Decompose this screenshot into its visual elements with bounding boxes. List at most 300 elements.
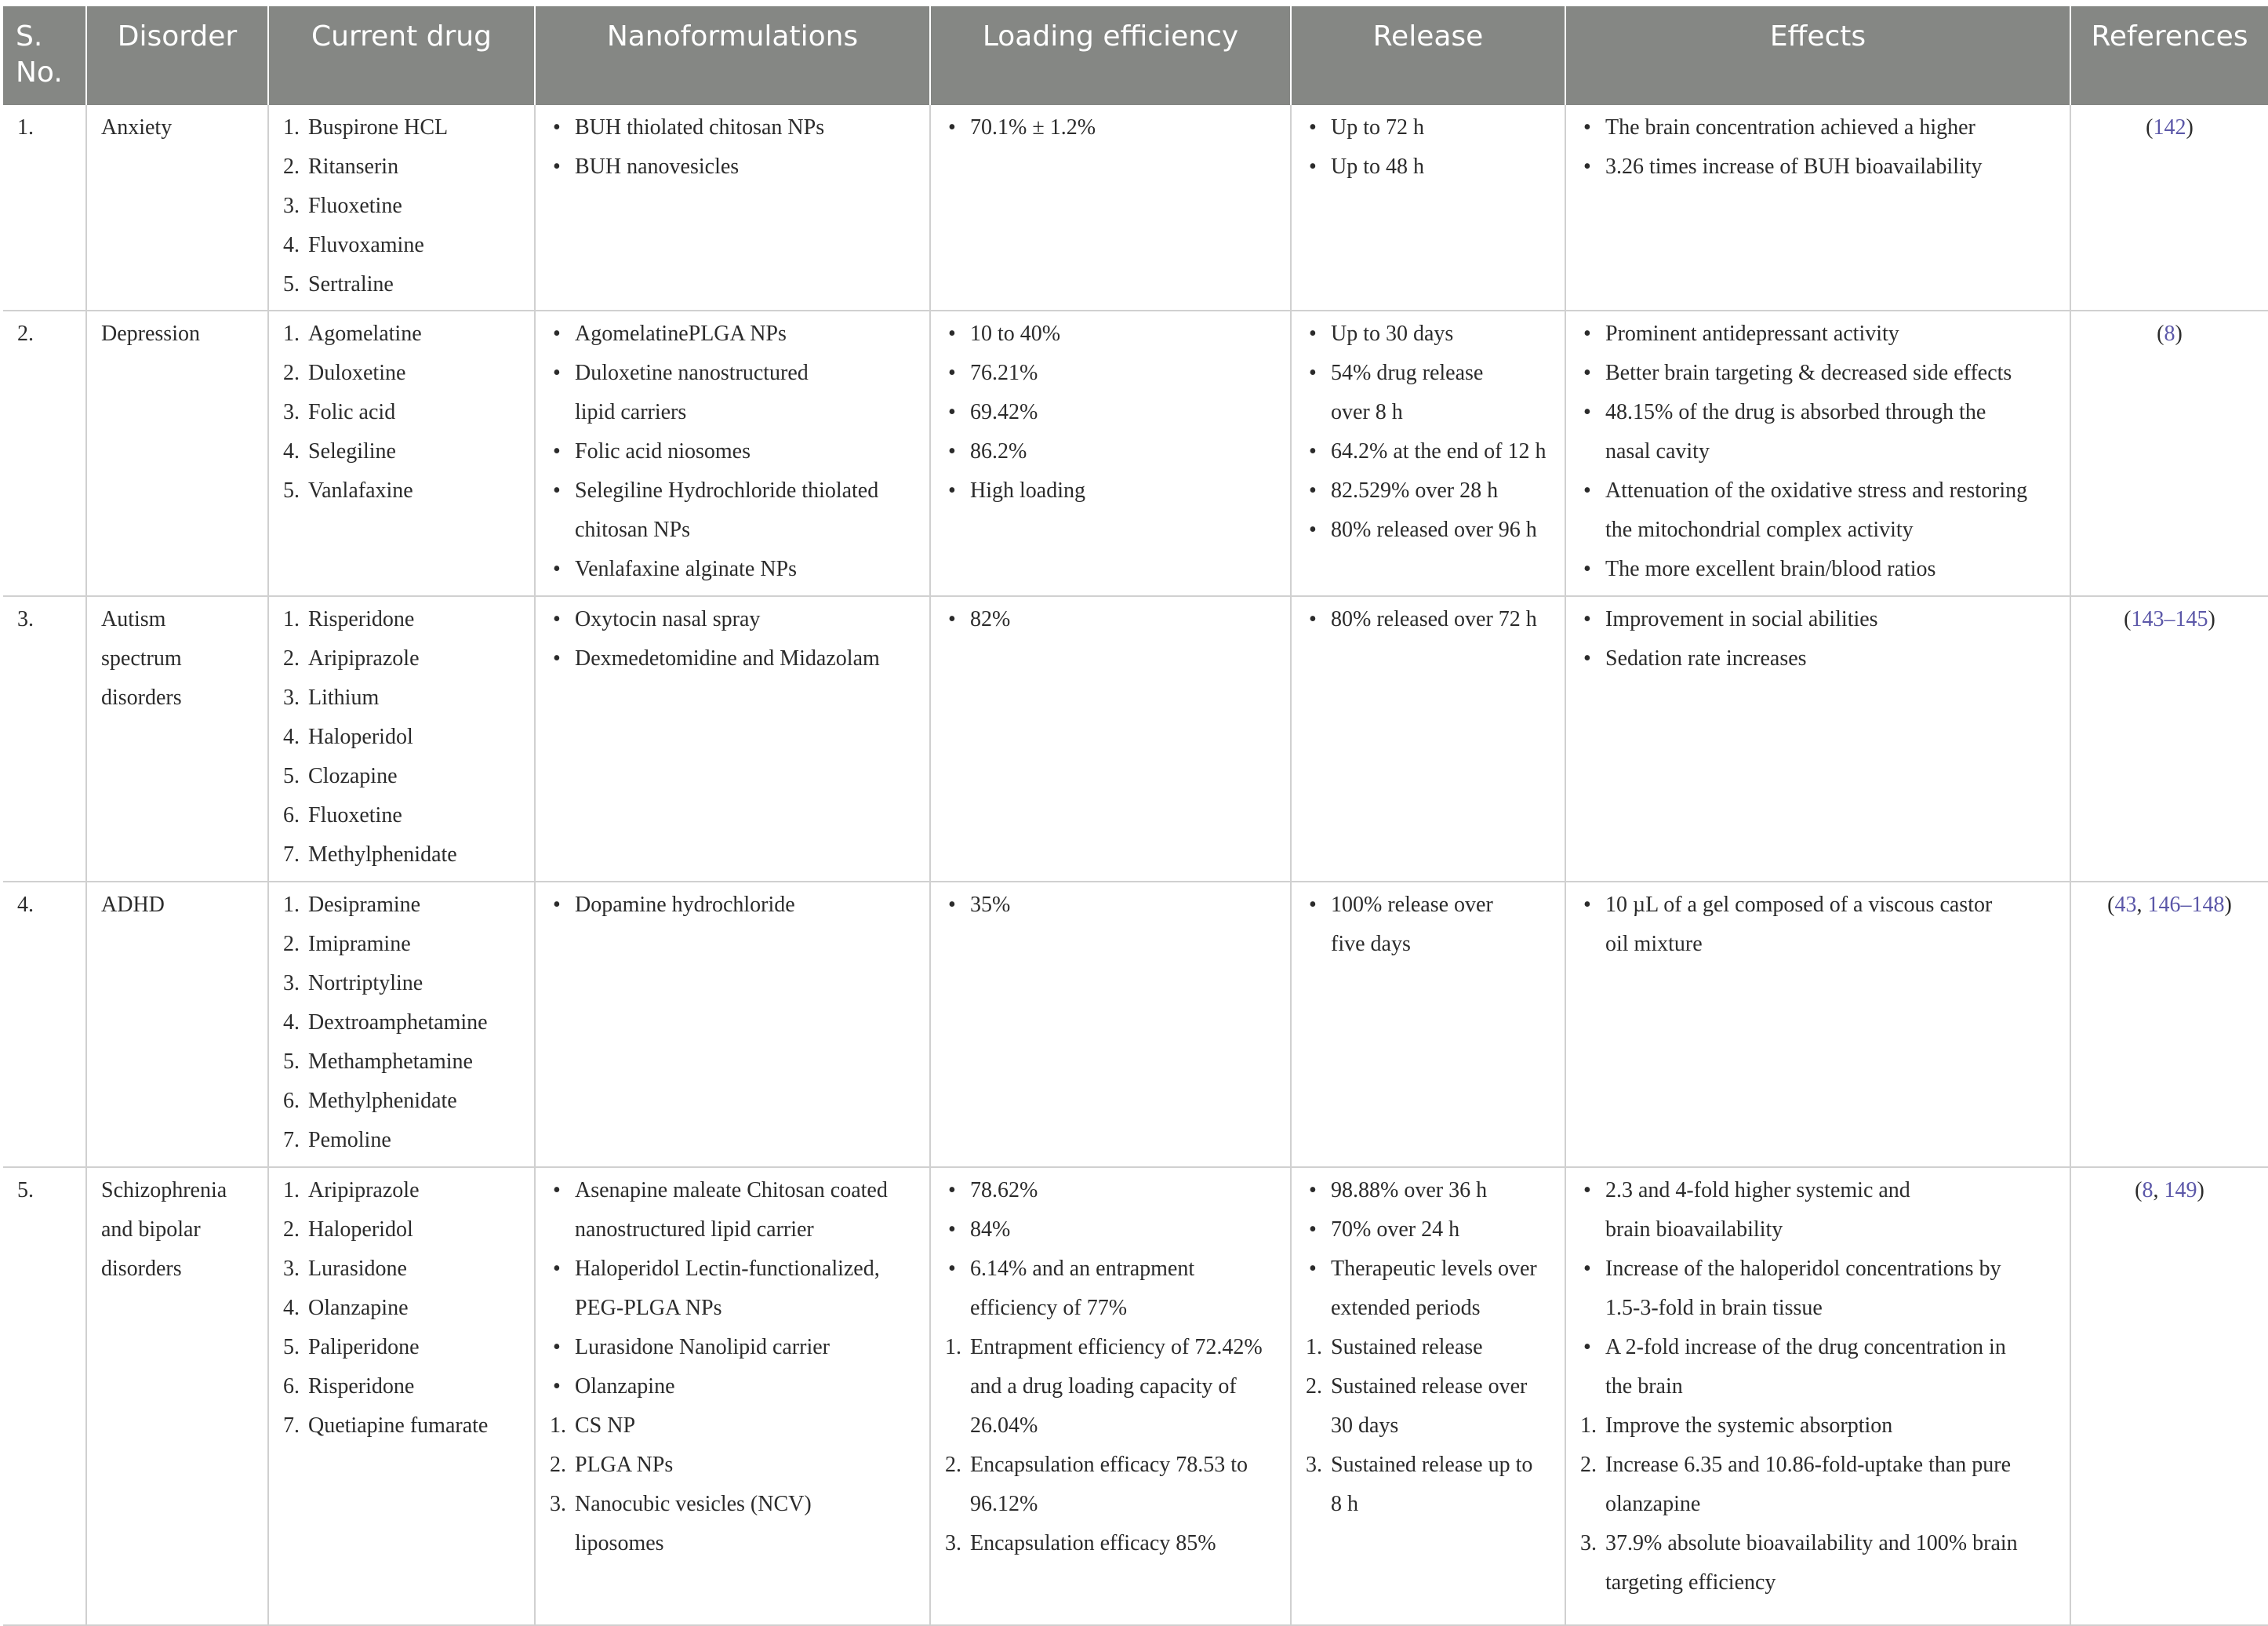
table-row <box>3 596 2268 882</box>
loading-list <box>945 108 1279 147</box>
item-text-line: PLGA NPs <box>575 1453 674 1477</box>
cell-loading-efficiency <box>930 105 1291 311</box>
item-text-line: Lurasidone Nanolipid carrier <box>575 1335 830 1359</box>
drug-name: Haloperidol <box>308 1217 413 1242</box>
release-item <box>1306 354 1554 432</box>
disorder-line: and bipolar <box>101 1217 201 1242</box>
item-text-line: 84% <box>970 1217 1011 1242</box>
cell-disorder: ADHD <box>86 882 268 1167</box>
disorder-line: Autism <box>101 607 166 631</box>
cell-references: (142) <box>2070 105 2268 311</box>
item-text-line: A 2-fold increase of the drug concentration in <box>1605 1335 2006 1359</box>
drug-item <box>283 639 523 678</box>
item-text-line: 1.5-3-fold in brain tissue <box>1605 1296 1823 1320</box>
drug-item <box>283 1082 523 1121</box>
effect-item <box>1580 354 2059 393</box>
drug-item <box>283 226 523 265</box>
item-text-line: 3.26 times increase of BUH bioavailability <box>1605 155 1983 179</box>
nano-item <box>550 1328 918 1367</box>
item-text-line: Selegiline Hydrochloride thiolated <box>575 478 879 503</box>
item-text-line: liposomes <box>575 1531 664 1555</box>
cell-sno: 4. <box>3 882 86 1167</box>
loading-item <box>945 471 1279 511</box>
nano-list <box>550 600 918 678</box>
item-number: 1. <box>283 607 300 631</box>
nano-item <box>550 1485 918 1563</box>
item-number: 3. <box>283 971 300 995</box>
nano-item <box>550 600 918 639</box>
loading-item <box>945 108 1279 147</box>
item-number: 2. <box>283 1217 300 1242</box>
item-text-line: Up to 30 days <box>1331 322 1454 346</box>
drug-item <box>283 315 523 354</box>
effect-item <box>1580 1250 2059 1328</box>
item-text-line: chitosan NPs <box>575 518 690 542</box>
item-number: 1. <box>283 115 300 140</box>
header-sno-part: No. <box>16 56 63 89</box>
nano-item <box>550 108 918 147</box>
release-list <box>1306 108 1554 187</box>
item-number: 3. <box>1580 1531 1597 1555</box>
item-text-line: Increase of the haloperidol concentrations by <box>1605 1257 2001 1281</box>
item-text-line: 70% over 24 h <box>1331 1217 1460 1242</box>
item-number: 3. <box>283 400 300 424</box>
release-item <box>1306 108 1554 147</box>
drug-name: Desipramine <box>308 893 421 917</box>
item-text-line: Asenapine maleate Chitosan coated <box>575 1178 888 1202</box>
drug-item <box>283 1121 523 1160</box>
item-number: 1. <box>283 322 300 346</box>
drug-item <box>283 1042 523 1082</box>
release-list <box>1306 1171 1554 1524</box>
header-row <box>3 6 2268 105</box>
nano-item <box>550 432 918 471</box>
reference-link[interactable]: 146–148 <box>2147 893 2225 917</box>
drug-item <box>283 1003 523 1042</box>
item-text-line: 98.88% over 36 h <box>1331 1178 1488 1202</box>
item-text-line: 30 days <box>1331 1413 1399 1438</box>
item-number: 2. <box>550 1453 566 1477</box>
loading-item <box>945 1210 1279 1250</box>
loading-list <box>945 315 1279 511</box>
item-number: 2. <box>1306 1374 1322 1399</box>
cell-disorder: Anxiety <box>86 105 268 311</box>
item-number: 3. <box>283 686 300 710</box>
item-text-line: nasal cavity <box>1605 439 1710 464</box>
header-effects: Effects <box>1565 6 2070 105</box>
cell-release <box>1291 105 1565 311</box>
drug-name: Clozapine <box>308 764 398 788</box>
item-text-line: CS NP <box>575 1413 636 1438</box>
item-text-line: Improve the systemic absorption <box>1605 1413 1893 1438</box>
cell-current-drug <box>268 1167 535 1625</box>
drug-list <box>283 886 523 1160</box>
header-references: References <box>2070 6 2268 105</box>
reference-link[interactable]: 43 <box>2114 893 2137 917</box>
item-number: 4. <box>283 725 300 749</box>
cell-disorder <box>86 1167 268 1625</box>
cell-references: (8) <box>2070 311 2268 596</box>
nano-item <box>550 471 918 550</box>
item-number: 7. <box>283 1413 300 1438</box>
item-text-line: Folic acid niosomes <box>575 439 751 464</box>
drug-nanoformulation-table <box>3 6 2268 1626</box>
item-text-line: Encapsulation efficacy 85% <box>970 1531 1216 1555</box>
item-text-line: Sedation rate increases <box>1605 646 1807 671</box>
effect-item <box>1580 1524 2059 1602</box>
cell-current-drug <box>268 596 535 882</box>
table-row <box>3 105 2268 311</box>
release-list <box>1306 600 1554 639</box>
item-number: 1. <box>1306 1335 1322 1359</box>
drug-item <box>283 1250 523 1289</box>
item-number: 7. <box>283 842 300 867</box>
item-text-line: targeting efficiency <box>1605 1570 1776 1595</box>
drug-name: Agomelatine <box>308 322 422 346</box>
cell-effects <box>1565 596 2070 882</box>
effect-item <box>1580 315 2059 354</box>
item-number: 2. <box>283 646 300 671</box>
item-text-line: Oxytocin nasal spray <box>575 607 761 631</box>
reference-link[interactable]: 8 <box>2142 1178 2154 1202</box>
cell-loading-efficiency <box>930 596 1291 882</box>
item-number: 5. <box>283 1335 300 1359</box>
item-text-line: nanostructured lipid carrier <box>575 1217 814 1242</box>
release-item <box>1306 1210 1554 1250</box>
drug-name: Risperidone <box>308 1374 415 1399</box>
disorder-line: Schizophrenia <box>101 1178 227 1202</box>
table-row <box>3 311 2268 596</box>
drug-name: Methylphenidate <box>308 842 457 867</box>
item-number: 4. <box>283 233 300 257</box>
effect-item <box>1580 1171 2059 1250</box>
release-item <box>1306 511 1554 550</box>
release-item <box>1306 600 1554 639</box>
cell-disorder <box>86 596 268 882</box>
item-text-line: The brain concentration achieved a higher <box>1605 115 1975 140</box>
item-text-line: 82.529% over 28 h <box>1331 478 1499 503</box>
item-number: 4. <box>283 1296 300 1320</box>
drug-item <box>283 354 523 393</box>
item-number: 1. <box>1580 1413 1597 1438</box>
nano-item <box>550 1367 918 1406</box>
item-text-line: Up to 72 h <box>1331 115 1424 140</box>
effect-list <box>1580 108 2059 187</box>
drug-item <box>283 678 523 718</box>
item-text-line: 100% release over <box>1331 893 1493 917</box>
drug-name: Risperidone <box>308 607 415 631</box>
reference-separator: , <box>2153 1178 2164 1202</box>
item-text-line: Up to 48 h <box>1331 155 1424 179</box>
drug-item <box>283 600 523 639</box>
loading-list <box>945 600 1279 639</box>
item-number: 3. <box>1306 1453 1322 1477</box>
item-text-line: Therapeutic levels over <box>1331 1257 1537 1281</box>
cell-current-drug <box>268 311 535 596</box>
item-text-line: efficiency of 77% <box>970 1296 1128 1320</box>
drug-item <box>283 1210 523 1250</box>
disorder-line: spectrum <box>101 646 182 671</box>
item-number: 6. <box>283 803 300 828</box>
effect-list <box>1580 1171 2059 1602</box>
drug-name: Fluvoxamine <box>308 233 424 257</box>
drug-item <box>283 393 523 432</box>
loading-list <box>945 1171 1279 1563</box>
loading-item <box>945 1446 1279 1524</box>
item-text-line: 6.14% and an entrapment <box>970 1257 1195 1281</box>
header-nanoformulations: Nanoformulations <box>535 6 930 105</box>
loading-item <box>945 1250 1279 1328</box>
drug-list <box>283 108 523 304</box>
drug-item <box>283 1289 523 1328</box>
item-number: 3. <box>283 1257 300 1281</box>
cell-loading-efficiency <box>930 1167 1291 1625</box>
cell-release <box>1291 596 1565 882</box>
drug-name: Buspirone HCL <box>308 115 449 140</box>
cell-release <box>1291 311 1565 596</box>
item-text-line: oil mixture <box>1605 932 1703 956</box>
item-number: 5. <box>283 478 300 503</box>
item-number: 5. <box>283 764 300 788</box>
release-item <box>1306 1328 1554 1367</box>
item-number: 1. <box>550 1413 566 1438</box>
item-text-line: Dexmedetomidine and Midazolam <box>575 646 880 671</box>
release-item <box>1306 886 1554 964</box>
item-number: 3. <box>550 1492 566 1516</box>
table-row <box>3 1167 2268 1625</box>
item-number: 2. <box>1580 1453 1597 1477</box>
item-text-line: 80% released over 96 h <box>1331 518 1537 542</box>
release-item <box>1306 1367 1554 1446</box>
loading-item <box>945 393 1279 432</box>
item-text-line: Dopamine hydrochloride <box>575 893 795 917</box>
release-item <box>1306 147 1554 187</box>
item-number: 7. <box>283 1128 300 1152</box>
item-text-line: Sustained release over <box>1331 1374 1528 1399</box>
drug-list <box>283 315 523 511</box>
effect-item <box>1580 886 2059 964</box>
item-text-line: 76.21% <box>970 361 1038 385</box>
item-text-line: 26.04% <box>970 1413 1038 1438</box>
drug-name: Imipramine <box>308 932 411 956</box>
header-loading-efficiency: Loading efficiency <box>930 6 1291 105</box>
cell-sno: 5. <box>3 1167 86 1625</box>
item-text-line: lipid carriers <box>575 400 687 424</box>
drug-name: Folic acid <box>308 400 396 424</box>
item-text-line: olanzapine <box>1605 1492 1701 1516</box>
item-text-line: Sustained release <box>1331 1335 1483 1359</box>
drug-item <box>283 757 523 796</box>
loading-item <box>945 600 1279 639</box>
item-text-line: Encapsulation efficacy 78.53 to <box>970 1453 1248 1477</box>
drug-name: Lurasidone <box>308 1257 407 1281</box>
item-text-line: the mitochondrial complex activity <box>1605 518 1914 542</box>
item-number: 5. <box>283 272 300 296</box>
release-item <box>1306 471 1554 511</box>
item-text-line: Increase 6.35 and 10.86-fold-uptake than pure <box>1605 1453 2012 1477</box>
cell-current-drug <box>268 105 535 311</box>
item-text-line: 64.2% at the end of 12 h <box>1331 439 1547 464</box>
header-sno-part: S. <box>16 20 43 53</box>
cell-effects <box>1565 105 2070 311</box>
loading-item <box>945 432 1279 471</box>
item-text-line: 35% <box>970 893 1011 917</box>
item-number: 4. <box>283 1010 300 1035</box>
item-text-line: Olanzapine <box>575 1374 675 1399</box>
reference-link[interactable]: 142 <box>2153 115 2186 140</box>
effect-item <box>1580 1446 2059 1524</box>
item-text-line: 80% released over 72 h <box>1331 607 1537 631</box>
effect-item <box>1580 1328 2059 1406</box>
nano-item <box>550 354 918 432</box>
item-text-line: BUH nanovesicles <box>575 155 740 179</box>
item-text-line: brain bioavailability <box>1605 1217 1783 1242</box>
cell-sno: 1. <box>3 105 86 311</box>
item-number: 6. <box>283 1089 300 1113</box>
header-sno <box>3 6 86 105</box>
drug-item <box>283 1367 523 1406</box>
drug-item <box>283 1328 523 1367</box>
loading-item <box>945 1524 1279 1563</box>
drug-name: Fluoxetine <box>308 803 402 828</box>
drug-item <box>283 108 523 147</box>
cell-effects <box>1565 311 2070 596</box>
drug-name: Fluoxetine <box>308 194 402 218</box>
item-text-line: 10 to 40% <box>970 322 1061 346</box>
loading-item <box>945 886 1279 925</box>
item-number: 2. <box>945 1453 961 1477</box>
cell-release <box>1291 1167 1565 1625</box>
release-item <box>1306 1446 1554 1524</box>
item-text-line: Haloperidol Lectin-functionalized, <box>575 1257 880 1281</box>
item-text-line: Duloxetine nanostructured <box>575 361 809 385</box>
reference-link[interactable]: 8 <box>2164 322 2175 346</box>
cell-nanoformulations <box>535 1167 930 1625</box>
item-text-line: The more excellent brain/blood ratios <box>1605 557 1936 581</box>
item-text-line: 82% <box>970 607 1011 631</box>
item-text-line: 8 h <box>1331 1492 1358 1516</box>
drug-item <box>283 835 523 875</box>
cell-nanoformulations <box>535 105 930 311</box>
loading-list <box>945 886 1279 925</box>
cell-sno: 3. <box>3 596 86 882</box>
drug-name: Aripiprazole <box>308 1178 420 1202</box>
item-text-line: 70.1% ± 1.2% <box>970 115 1096 140</box>
item-text-line: BUH thiolated chitosan NPs <box>575 115 825 140</box>
drug-name: Quetiapine fumarate <box>308 1413 489 1438</box>
item-text-line: Sustained release up to <box>1331 1453 1533 1477</box>
nano-list <box>550 1171 918 1563</box>
drug-item <box>283 925 523 964</box>
nano-list <box>550 315 918 589</box>
effect-item <box>1580 550 2059 589</box>
drug-item <box>283 187 523 226</box>
header-current-drug: Current drug <box>268 6 535 105</box>
item-text-line: Nanocubic vesicles (NCV) <box>575 1492 812 1516</box>
release-list <box>1306 315 1554 550</box>
cell-effects <box>1565 1167 2070 1625</box>
reference-link[interactable]: 143–145 <box>2131 607 2208 631</box>
nano-item <box>550 315 918 354</box>
header-disorder: Disorder <box>86 6 268 105</box>
reference-link[interactable]: 149 <box>2164 1178 2197 1202</box>
drug-list <box>283 1171 523 1446</box>
effect-item <box>1580 108 2059 147</box>
disorder-line: disorders <box>101 1257 182 1281</box>
nano-list <box>550 108 918 187</box>
effect-item <box>1580 639 2059 678</box>
effect-item <box>1580 600 2059 639</box>
item-text-line: 86.2% <box>970 439 1027 464</box>
cell-release <box>1291 882 1565 1167</box>
release-item <box>1306 1250 1554 1328</box>
drug-item <box>283 147 523 187</box>
release-item <box>1306 315 1554 354</box>
drug-name: Aripiprazole <box>308 646 420 671</box>
cell-effects <box>1565 882 2070 1167</box>
cell-disorder: Depression <box>86 311 268 596</box>
item-text-line: Venlafaxine alginate NPs <box>575 557 798 581</box>
item-number: 2. <box>283 361 300 385</box>
drug-item <box>283 964 523 1003</box>
effect-item <box>1580 147 2059 187</box>
release-list <box>1306 886 1554 964</box>
item-text-line: the brain <box>1605 1374 1683 1399</box>
cell-loading-efficiency <box>930 882 1291 1167</box>
nano-item <box>550 886 918 925</box>
effect-item <box>1580 393 2059 471</box>
loading-item <box>945 1328 1279 1446</box>
drug-item <box>283 265 523 304</box>
drug-name: Haloperidol <box>308 725 413 749</box>
item-text-line: 69.42% <box>970 400 1038 424</box>
drug-item <box>283 1171 523 1210</box>
item-text-line: extended periods <box>1331 1296 1481 1320</box>
nano-list <box>550 886 918 925</box>
drug-item <box>283 796 523 835</box>
item-number: 6. <box>283 1374 300 1399</box>
cell-sno: 2. <box>3 311 86 596</box>
item-text-line: over 8 h <box>1331 400 1403 424</box>
item-number: 2. <box>283 155 300 179</box>
loading-item <box>945 1171 1279 1210</box>
nano-item <box>550 550 918 589</box>
table-row <box>3 882 2268 1167</box>
drug-item <box>283 718 523 757</box>
cell-references: (43, 146–148) <box>2070 882 2268 1167</box>
item-number: 1. <box>283 1178 300 1202</box>
drug-name: Paliperidone <box>308 1335 420 1359</box>
header-release: Release <box>1291 6 1565 105</box>
drug-list <box>283 600 523 875</box>
loading-item <box>945 354 1279 393</box>
cell-nanoformulations <box>535 311 930 596</box>
item-number: 4. <box>283 439 300 464</box>
item-text-line: five days <box>1331 932 1411 956</box>
nano-item <box>550 1406 918 1446</box>
drug-name: Sertraline <box>308 272 394 296</box>
drug-name: Dextroamphetamine <box>308 1010 488 1035</box>
effect-list <box>1580 600 2059 678</box>
item-text-line: Prominent antidepressant activity <box>1605 322 1899 346</box>
nano-item <box>550 1446 918 1485</box>
item-text-line: 96.12% <box>970 1492 1038 1516</box>
effect-list <box>1580 315 2059 589</box>
effect-item <box>1580 1406 2059 1446</box>
nano-item <box>550 1250 918 1328</box>
drug-name: Methylphenidate <box>308 1089 457 1113</box>
drug-name: Olanzapine <box>308 1296 409 1320</box>
